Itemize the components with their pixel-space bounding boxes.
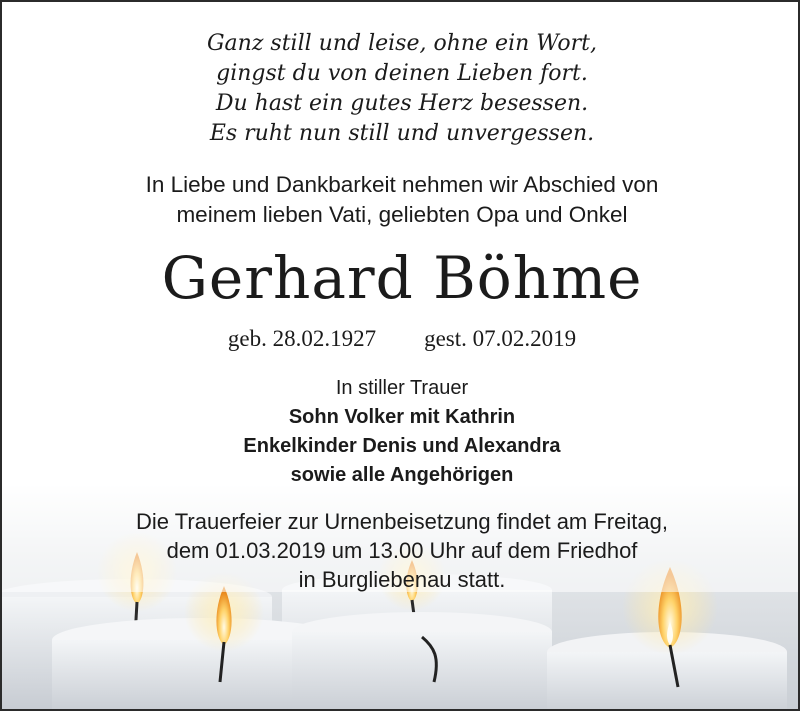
birth-date: geb. 28.02.1927 xyxy=(227,326,377,351)
service-line: Die Trauerfeier zur Urnenbeisetzung findet am Freitag, xyxy=(136,509,668,534)
mourner-name: Sohn Volker mit Kathrin xyxy=(288,406,516,428)
candle-front-center xyxy=(292,612,552,711)
mourner-name: Enkelkinder Denis und Alexandra xyxy=(243,435,561,457)
poem-line: gingst du von deinen Lieben fort. xyxy=(216,61,588,86)
deceased-name: Gerhard Böhme xyxy=(161,244,643,312)
intro-line: meinem lieben Vati, geliebten Opa und Onkel xyxy=(176,202,628,227)
service-line: dem 01.03.2019 um 13.00 Uhr auf dem Friedhof xyxy=(166,538,638,563)
poem-line: Du hast ein gutes Herz besessen. xyxy=(215,91,589,116)
poem-line: Ganz still und leise, ohne ein Wort, xyxy=(206,31,597,56)
death-date: gest. 07.02.2019 xyxy=(424,326,577,351)
funeral-service-info xyxy=(2,507,800,594)
farewell-intro xyxy=(2,170,800,230)
mourners-block xyxy=(2,374,800,490)
intro-line: In Liebe und Dankbarkeit nehmen wir Abschied von xyxy=(145,172,659,197)
mourner-name: sowie alle Angehörigen xyxy=(290,464,514,486)
mourners-heading: In stiller Trauer xyxy=(335,377,469,399)
poem-line: Es ruht nun still und unvergessen. xyxy=(209,121,595,146)
service-line: in Burgliebenau statt. xyxy=(298,567,506,592)
life-dates xyxy=(2,324,800,354)
memorial-poem xyxy=(2,29,800,149)
